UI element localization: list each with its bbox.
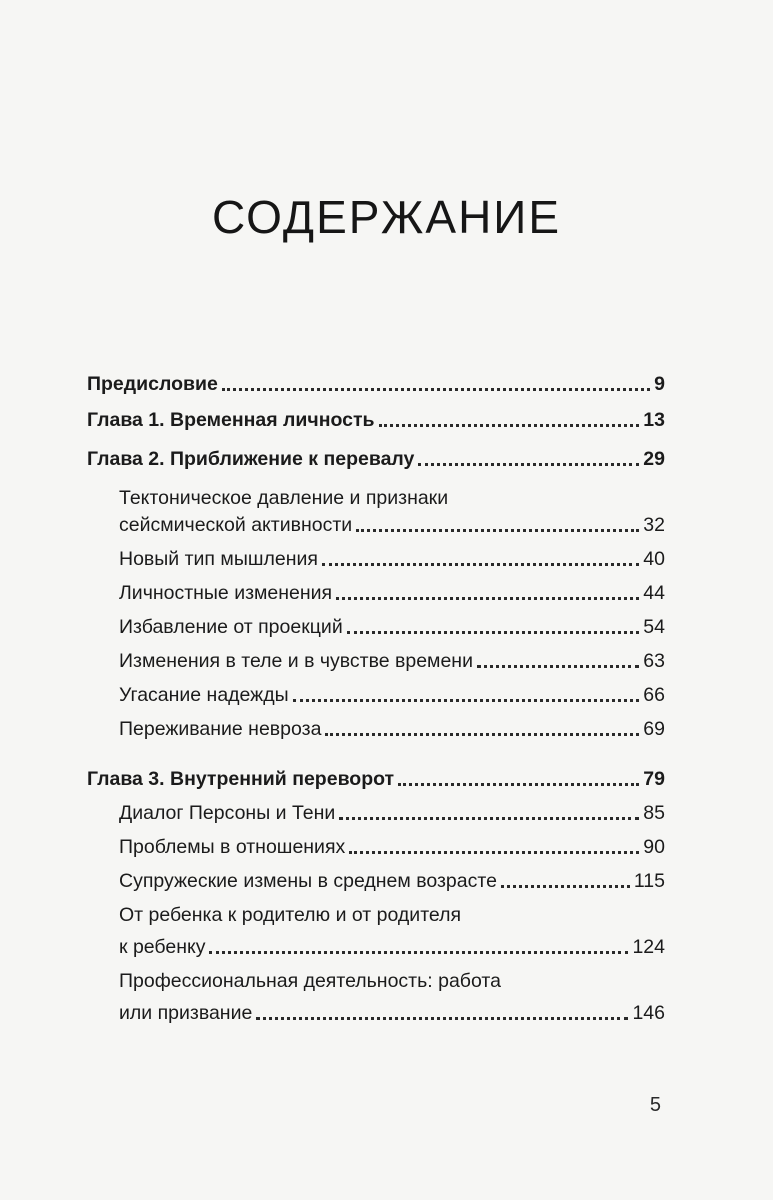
toc-entry-label-line1: Профессиональная деятельность: работа — [119, 970, 501, 992]
toc-entry-page: 40 — [643, 548, 665, 570]
toc-entry-label: Переживание невроза — [119, 718, 322, 740]
toc-entry-label-line1: От ребенка к родителю и от родителя — [119, 904, 462, 926]
toc-entry-label: Новый тип мышления — [119, 548, 318, 570]
toc-entry-body-time — [87, 647, 665, 675]
toc-entry-label-line2: или призвание — [119, 1002, 253, 1024]
toc-entry-persona-shadow — [87, 799, 665, 827]
leader-dots — [293, 699, 640, 702]
toc-entry-chapter-3 — [87, 765, 665, 793]
toc-entry-label: Предисловие — [87, 373, 218, 395]
toc-entry-label: Избавление от проекций — [119, 616, 343, 638]
leader-dots — [356, 529, 639, 532]
toc-entry-tectonic — [87, 484, 665, 539]
page-title: СОДЕРЖАНИЕ — [211, 191, 562, 243]
toc-entry-projections — [87, 613, 665, 641]
toc-entry-label: Проблемы в отношениях — [119, 836, 346, 858]
toc-entry-profession — [87, 967, 665, 1027]
leader-dots — [379, 424, 640, 427]
toc-entry-label: Глава 2. Приближение к перевалу — [87, 448, 415, 470]
leader-dots — [339, 817, 639, 820]
toc-entry-relationship-problems — [87, 833, 665, 861]
toc-entry-label: Диалог Персоны и Тени — [119, 802, 336, 824]
toc-entry-personal-changes — [87, 579, 665, 607]
toc-entry-page: 85 — [643, 802, 665, 824]
toc-entry-page: 63 — [643, 650, 665, 672]
toc-entry-label-line2: сейсмической активности — [119, 514, 353, 536]
toc-entry-page: 54 — [643, 616, 665, 638]
toc-entry-preface — [87, 370, 665, 398]
leader-dots — [256, 1017, 628, 1020]
leader-dots — [222, 388, 650, 391]
toc-entry-child-parent — [87, 901, 665, 961]
toc-entry-fading-hope — [87, 681, 665, 709]
leader-dots — [336, 597, 639, 600]
toc-entry-page: 115 — [633, 870, 665, 892]
toc-entry-label-line2: к ребенку — [119, 936, 206, 958]
toc-entry-label: Личностные изменения — [119, 582, 333, 604]
leader-dots — [349, 851, 639, 854]
leader-dots — [209, 951, 628, 954]
toc-entry-label-line1: Тектоническое давление и признаки — [119, 487, 449, 509]
leader-dots — [322, 563, 639, 566]
page-number: 5 — [649, 1094, 661, 1116]
toc-entry-label: Угасание надежды — [119, 684, 289, 706]
leader-dots — [398, 783, 639, 786]
toc-entry-page: 13 — [643, 409, 665, 431]
toc-entry-page: 69 — [643, 718, 665, 740]
toc-entry-chapter-2 — [87, 445, 665, 473]
toc-entry-page: 124 — [632, 936, 665, 958]
toc-entry-label: Глава 3. Внутренний переворот — [87, 768, 395, 790]
toc-entry-page: 9 — [654, 373, 665, 395]
leader-dots — [325, 733, 639, 736]
leader-dots — [418, 463, 639, 466]
toc-entry-chapter-1 — [87, 406, 665, 434]
toc-entry-infidelity — [87, 867, 665, 895]
toc-entry-label: Изменения в теле и в чувстве времени — [119, 650, 473, 672]
toc-entry-label: Супружеские измены в среднем возрасте — [119, 870, 497, 892]
leader-dots — [477, 665, 639, 668]
leader-dots — [501, 885, 630, 888]
toc-entry-neurosis — [87, 715, 665, 743]
toc-entry-page: 146 — [632, 1002, 665, 1024]
toc-entry-label: Глава 1. Временная личность — [87, 409, 375, 431]
toc-entry-page: 79 — [643, 768, 665, 790]
toc-entry-page: 29 — [643, 448, 665, 470]
toc-entry-page: 90 — [643, 836, 665, 858]
toc-entry-new-thinking — [87, 545, 665, 573]
toc-entry-page: 66 — [643, 684, 665, 706]
toc-entry-page: 32 — [643, 514, 665, 536]
table-of-contents — [87, 370, 665, 1027]
leader-dots — [347, 631, 640, 634]
toc-entry-page: 44 — [643, 582, 665, 604]
